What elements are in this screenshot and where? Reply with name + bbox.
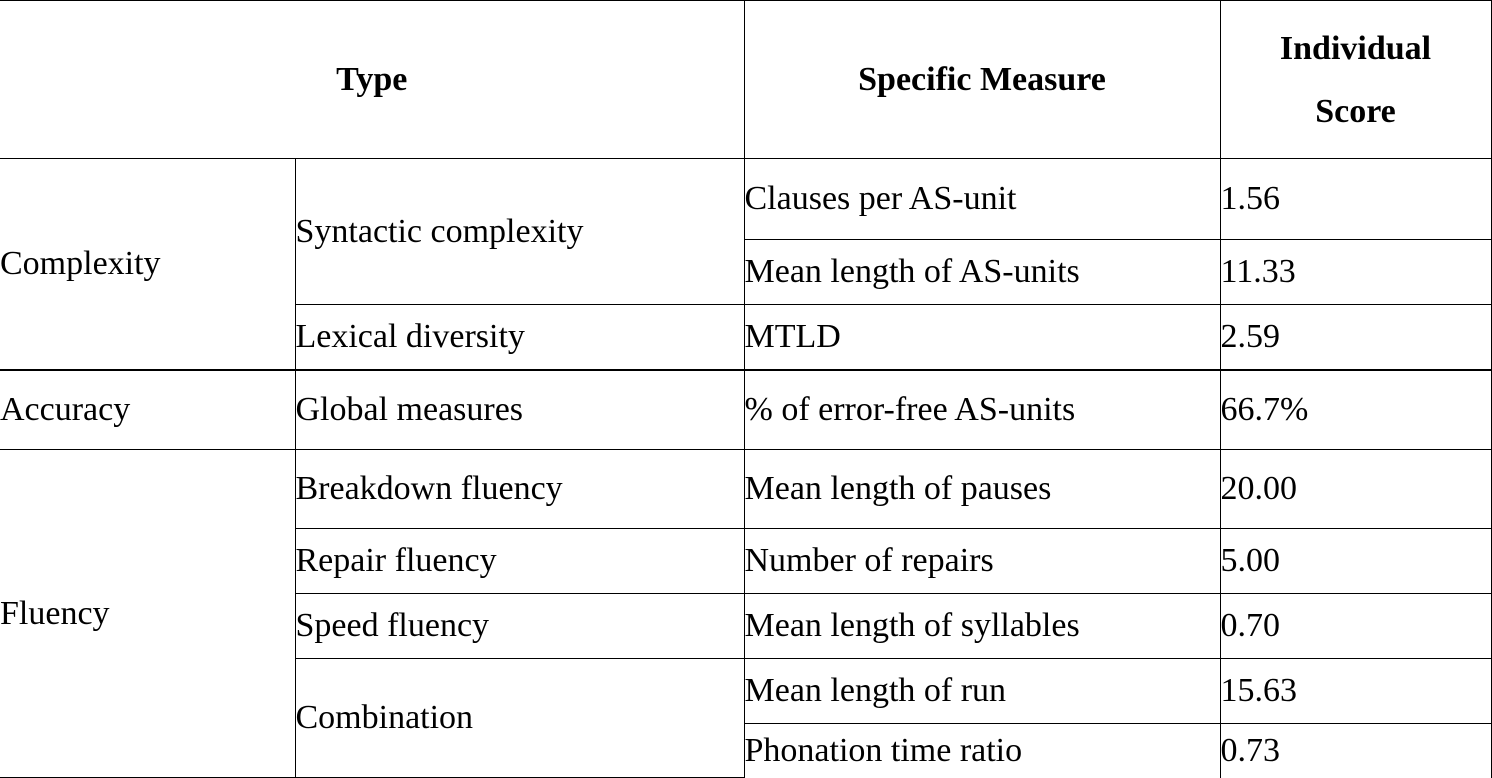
header-score-line1: Individual: [1279, 29, 1432, 67]
score-cell: 0.70: [1220, 594, 1491, 659]
score-cell: 20.00: [1220, 450, 1491, 529]
subtype-lexical-diversity: Lexical diversity: [295, 305, 744, 370]
score-cell: 15.63: [1220, 659, 1491, 724]
header-individual-score: [1220, 1, 1491, 159]
header-type: Type: [0, 1, 744, 159]
measure-cell: Mean length of AS-units: [744, 240, 1220, 305]
score-cell: 66.7%: [1220, 370, 1491, 450]
table-row: [0, 450, 1491, 529]
measure-cell: Mean length of pauses: [744, 450, 1220, 529]
subtype-repair-fluency: Repair fluency: [295, 529, 744, 594]
score-cell: 11.33: [1220, 240, 1491, 305]
measure-cell: % of error-free AS-units: [744, 370, 1220, 450]
measure-cell: MTLD: [744, 305, 1220, 370]
score-cell: 0.73: [1220, 724, 1491, 778]
header-row: [0, 1, 1491, 159]
table-row: [0, 159, 1491, 240]
header-score-line2: Score: [1315, 92, 1396, 130]
subtype-global-measures: Global measures: [295, 370, 744, 450]
measure-cell: Mean length of syllables: [744, 594, 1220, 659]
score-cell: 5.00: [1220, 529, 1491, 594]
score-cell: 2.59: [1220, 305, 1491, 370]
measure-cell: Mean length of run: [744, 659, 1220, 724]
subtype-speed-fluency: Speed fluency: [295, 594, 744, 659]
subtype-breakdown-fluency: Breakdown fluency: [295, 450, 744, 529]
subtype-combination: Combination: [295, 659, 744, 778]
category-complexity: Complexity: [0, 159, 295, 370]
subtype-syntactic-complexity: Syntactic complexity: [295, 159, 744, 305]
measure-cell: Phonation time ratio: [744, 724, 1220, 778]
measure-cell: Number of repairs: [744, 529, 1220, 594]
header-specific-measure: Specific Measure: [744, 1, 1220, 159]
score-cell: 1.56: [1220, 159, 1491, 240]
category-fluency: Fluency: [0, 450, 295, 778]
table-row: [0, 370, 1491, 450]
measure-cell: Clauses per AS-unit: [744, 159, 1220, 240]
category-accuracy: Accuracy: [0, 370, 295, 450]
